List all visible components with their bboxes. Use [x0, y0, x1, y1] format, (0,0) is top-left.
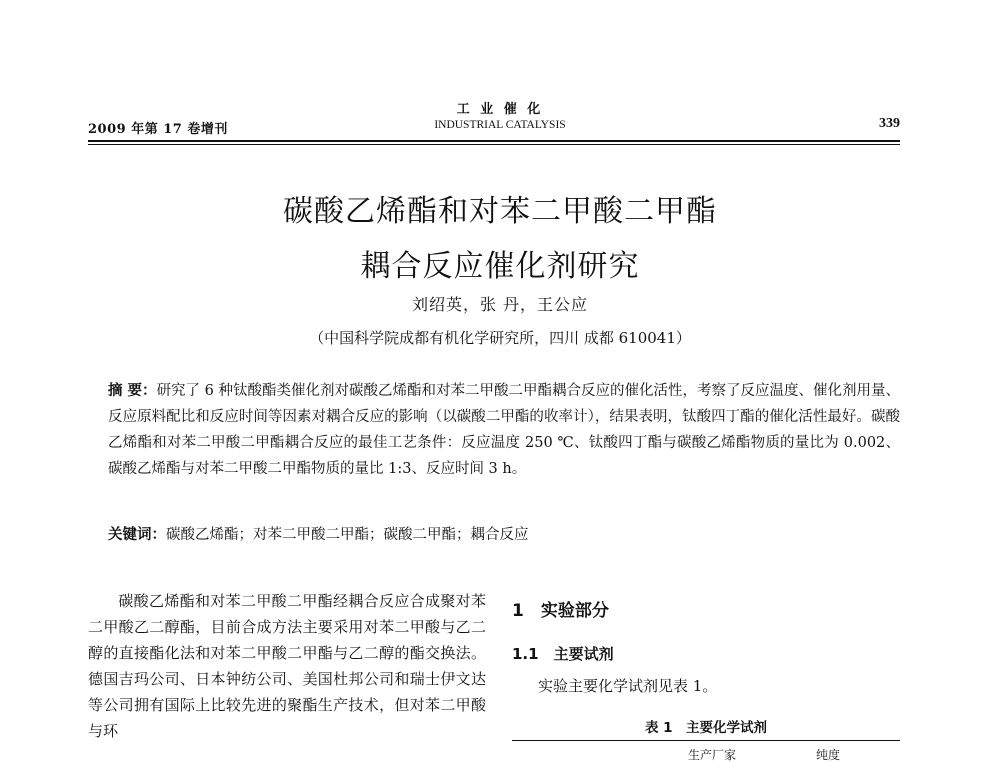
keywords-label: 关键词： [108, 527, 166, 543]
journal-name [400, 98, 600, 131]
abstract [108, 378, 900, 482]
keywords-text: 碳酸乙烯酯；对苯二甲酸二甲酯；碳酸二甲酯；耦合反应 [166, 527, 529, 543]
section-heading-1-1: 1.1 主要试剂 [512, 645, 614, 663]
paper-title-line2: 耦合反应催化剂研究 [360, 249, 640, 284]
intro-text: 碳酸乙烯酯和对苯二甲酸二甲酯经耦合反应合成聚对苯二甲酸乙二醇酯，目前合成方法主要采用对苯二甲酸与乙二醇的直接酯化法和对苯二甲酸二甲酯与乙二醇的酯交换法。德国吉玛公司、日本钟纺公司、美国杜邦公司和瑞士伊文达等公司拥有国际上比较先进的聚酯生产技术，但对苯二甲酸与环 [88, 592, 486, 740]
header-rule-thick [88, 140, 900, 142]
abstract-label: 摘 要： [108, 383, 157, 399]
section-heading-1: 1 实验部分 [512, 601, 609, 621]
table-1-title: 表 1 主要化学试剂 [644, 720, 768, 736]
table-1-col-purity: 纯度 [816, 748, 841, 762]
journal-name-cn: 工 业 催 化 [456, 102, 544, 117]
page-number: 339 [879, 116, 900, 131]
paper-title-line1: 碳酸乙烯酯和对苯二甲酸二甲酯 [283, 194, 717, 229]
affiliation: （中国科学院成都有机化学研究所，四川 成都 610041） [309, 329, 691, 347]
journal-name-en: INDUSTRIAL CATALYSIS [434, 119, 566, 131]
table-1-top-rule [512, 740, 900, 741]
table-1-col-manufacturer: 生产厂家 [688, 748, 737, 762]
abstract-text: 研究了 6 种钛酸酯类催化剂对碳酸乙烯酯和对苯二甲酸二甲酯耦合反应的催化活性，考察了反应温度、催化剂用量、反应原料配比和反应时间等因素对耦合反应的影响（以碳酸二甲酯的收率计），结果表明，钛酸四丁酯的催化活性最好。碳酸乙烯酯和对苯二甲酸二甲酯耦合反应的最佳工艺条件：反应温度 250 ℃、钛酸四丁酯与碳酸乙烯酯物质的量比为 0.002、碳酸乙烯酯与对苯二甲酸二甲酯物质的量比 1:3、反应时间 3 h。 [108, 383, 901, 477]
journal-issue: 2009 年第 17 卷增刊 [88, 122, 228, 137]
keywords [108, 522, 900, 548]
authors: 刘绍英，张 丹，王公应 [411, 295, 589, 314]
header-rule-thin [88, 144, 900, 145]
intro-paragraph [88, 588, 486, 744]
section-1-1-text: 实验主要化学试剂见表 1。 [538, 677, 718, 695]
